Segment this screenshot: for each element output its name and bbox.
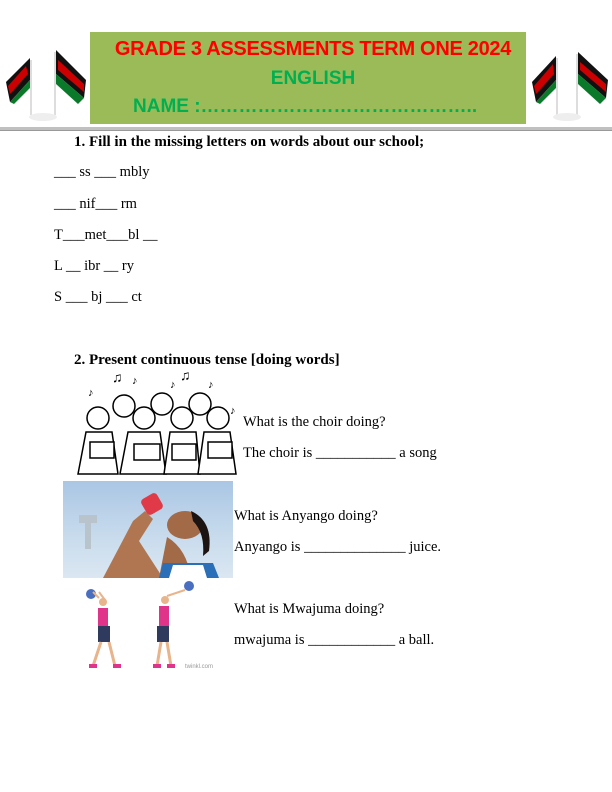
right-kenya-flags-icon (526, 40, 612, 125)
girl-throwing-ball-icon (63, 580, 223, 675)
svg-text:♪: ♪ (208, 379, 214, 391)
mwajuma-question: What is Mwajuma doing? (234, 601, 385, 617)
svg-text:♫: ♫ (112, 371, 123, 386)
fill-item-1[interactable]: ___ ss ___ mbly (54, 164, 150, 180)
subject-title: ENGLISH (270, 68, 356, 89)
anyango-question: What is Anyango doing? (234, 508, 378, 524)
fill-item-5[interactable]: S ___ bj ___ ct (54, 289, 142, 305)
left-kenya-flags-icon (2, 40, 90, 125)
choir-question: What is the choir doing? (243, 414, 386, 430)
name-field[interactable]: NAME :…………………………………….. (133, 96, 478, 117)
choir-answer[interactable]: The choir is ___________ a song (243, 445, 437, 461)
fill-item-3[interactable]: T___met___bl __ (54, 227, 158, 243)
header-divider (0, 127, 612, 131)
svg-text:♪: ♪ (132, 375, 138, 387)
fill-item-4[interactable]: L __ ibr __ ry (54, 258, 135, 274)
svg-text:♪: ♪ (170, 379, 176, 391)
anyango-answer[interactable]: Anyango is ______________ juice. (234, 539, 442, 555)
svg-text:♪: ♪ (88, 387, 94, 399)
svg-text:♪: ♪ (230, 405, 236, 417)
twinkl-watermark: twinkl.com (185, 664, 214, 670)
fill-item-2[interactable]: ___ nif___ rm (54, 196, 137, 212)
page-title: GRADE 3 ASSESSMENTS TERM ONE 2024 (114, 38, 512, 60)
question-1-heading: 1. Fill in the missing letters on words about our school; (74, 134, 425, 150)
question-2-heading: 2. Present continuous tense [doing words] (74, 352, 340, 368)
svg-text:♫: ♫ (180, 369, 191, 384)
girl-drinking-juice-icon (63, 481, 233, 578)
choir-singing-icon (72, 368, 240, 476)
mwajuma-answer[interactable]: mwajuma is ____________ a ball. (234, 632, 435, 648)
